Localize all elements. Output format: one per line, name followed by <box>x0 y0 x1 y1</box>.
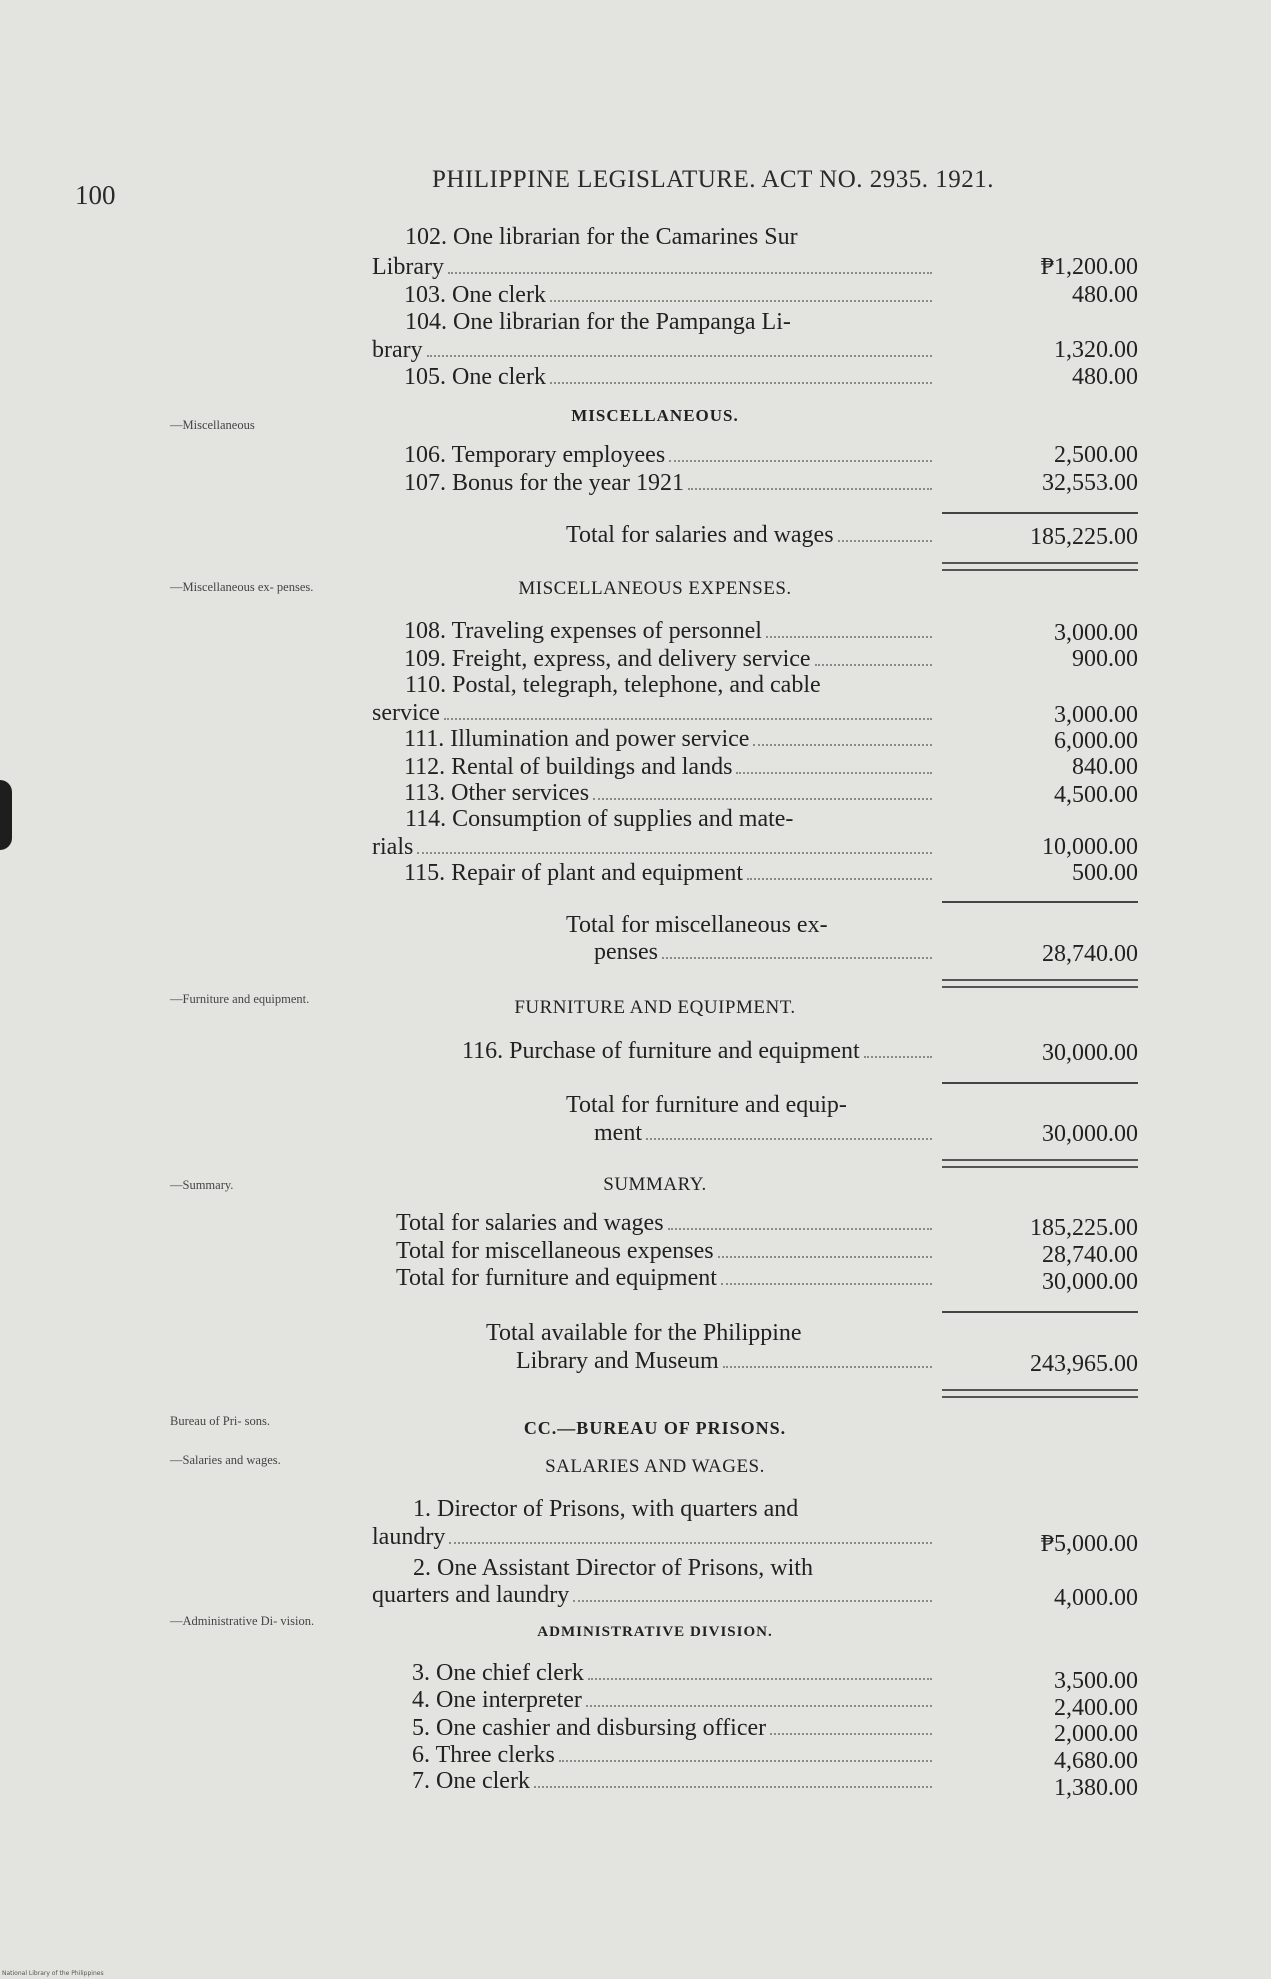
summary-item-misc: Total for miscellaneous expenses <box>396 1236 938 1266</box>
double-rule <box>942 1159 1138 1168</box>
item-106: 106. Temporary employees <box>372 440 938 470</box>
item-103-amount: 480.00 <box>1072 282 1138 308</box>
item-114-line2: rials <box>372 832 938 862</box>
item-108: 108. Traveling expenses of personnel <box>372 616 938 646</box>
rule <box>942 1311 1138 1313</box>
total-salaries-wages-amount: 185,225.00 <box>1030 524 1138 550</box>
summary-item-misc-amount: 28,740.00 <box>1042 1242 1138 1268</box>
item-114-amount: 10,000.00 <box>1042 834 1138 860</box>
admin-item-6-amount: 4,680.00 <box>1054 1748 1138 1774</box>
admin-item-7-amount: 1,380.00 <box>1054 1775 1138 1801</box>
running-title: PHILIPPINE LEGISLATURE. ACT NO. 2935. 1921. <box>432 166 995 193</box>
total-furniture-line2: ment <box>594 1118 938 1148</box>
total-misc-expenses-line2: penses <box>594 937 938 967</box>
total-furniture-line1: Total for furniture and equip- <box>566 1092 847 1118</box>
total-furniture-amount: 30,000.00 <box>1042 1121 1138 1147</box>
item-116-amount: 30,000.00 <box>1042 1040 1138 1066</box>
summary-item-furniture: Total for furniture and equipment <box>396 1263 938 1293</box>
heading-administrative: ADMINISTRATIVE DIVISION. <box>537 1624 773 1640</box>
item-103: 103. One clerk <box>372 280 938 310</box>
heading-miscellaneous: MISCELLANEOUS. <box>571 406 739 425</box>
summary-item-furniture-amount: 30,000.00 <box>1042 1269 1138 1295</box>
total-salaries-wages: Total for salaries and wages <box>566 520 938 550</box>
item-111-amount: 6,000.00 <box>1054 728 1138 754</box>
side-note-furniture: —Furniture and equipment. <box>170 992 310 1006</box>
heading-misc-expenses: MISCELLANEOUS EXPENSES. <box>518 578 792 599</box>
heading-furniture: FURNITURE AND EQUIPMENT. <box>514 997 796 1018</box>
item-115-amount: 500.00 <box>1072 860 1138 886</box>
item-112: 112. Rental of buildings and lands <box>372 752 938 782</box>
prisons-item-2-line2: quarters and laundry <box>372 1580 938 1610</box>
admin-item-3-amount: 3,500.00 <box>1054 1668 1138 1694</box>
prisons-item-1-line2: laundry <box>372 1522 938 1552</box>
item-111: 111. Illumination and power service <box>372 724 938 754</box>
prisons-item-2-amount: 4,000.00 <box>1054 1585 1138 1611</box>
item-102-amount: ₱1,200.00 <box>1040 254 1138 280</box>
total-available-line2: Library and Museum <box>516 1346 938 1376</box>
summary-item-salaries: Total for salaries and wages <box>396 1208 938 1238</box>
item-106-amount: 2,500.00 <box>1054 442 1138 468</box>
side-note-summary: —Summary. <box>170 1178 234 1192</box>
item-105: 105. One clerk <box>372 362 938 392</box>
item-104-line2: brary <box>372 335 938 365</box>
summary-item-salaries-amount: 185,225.00 <box>1030 1215 1138 1241</box>
item-114-line1: 114. Consumption of supplies and mate- <box>405 806 794 832</box>
item-107-amount: 32,553.00 <box>1042 470 1138 496</box>
admin-item-3: 3. One chief clerk <box>372 1658 938 1688</box>
item-107: 107. Bonus for the year 1921 <box>372 468 938 498</box>
admin-item-7: 7. One clerk <box>372 1766 938 1796</box>
heading-prisons-salaries: SALARIES AND WAGES. <box>545 1456 765 1477</box>
item-108-amount: 3,000.00 <box>1054 620 1138 646</box>
prisons-item-1-amount: ₱5,000.00 <box>1040 1531 1138 1557</box>
page-number: 100 <box>75 180 116 210</box>
total-misc-expenses-amount: 28,740.00 <box>1042 941 1138 967</box>
item-102-line2: Library <box>372 252 938 282</box>
item-102-line1: 102. One librarian for the Camarines Sur <box>405 224 798 250</box>
double-rule <box>942 1389 1138 1398</box>
item-104-line1: 104. One librarian for the Pampanga Li- <box>405 309 791 335</box>
admin-item-5-amount: 2,000.00 <box>1054 1721 1138 1747</box>
item-110-amount: 3,000.00 <box>1054 702 1138 728</box>
total-available-line1: Total available for the Philippine <box>486 1320 802 1346</box>
item-115: 115. Repair of plant and equipment <box>372 858 938 888</box>
item-110-line2: service <box>372 698 938 728</box>
item-109: 109. Freight, express, and delivery service <box>372 644 938 674</box>
item-109-amount: 900.00 <box>1072 646 1138 672</box>
double-rule <box>942 562 1138 571</box>
item-112-amount: 840.00 <box>1072 754 1138 780</box>
total-misc-expenses-line1: Total for miscellaneous ex- <box>566 912 828 938</box>
item-113-amount: 4,500.00 <box>1054 782 1138 808</box>
item-105-amount: 480.00 <box>1072 364 1138 390</box>
rule <box>942 901 1138 903</box>
scan-blot <box>0 780 12 850</box>
total-available-amount: 243,965.00 <box>1030 1351 1138 1377</box>
heading-summary: SUMMARY. <box>603 1174 707 1195</box>
scan-footer: National Library of the Philippines <box>2 1970 104 1977</box>
item-104-amount: 1,320.00 <box>1054 337 1138 363</box>
admin-item-6: 6. Three clerks <box>372 1740 938 1770</box>
side-note-bureau-prisons: Bureau of Pri- sons. <box>170 1414 270 1428</box>
double-rule <box>942 979 1138 988</box>
admin-item-4-amount: 2,400.00 <box>1054 1695 1138 1721</box>
rule <box>942 1082 1138 1084</box>
item-116: 116. Purchase of furniture and equipment <box>372 1036 938 1066</box>
side-note-miscellaneous: —Miscellaneous <box>170 418 255 432</box>
side-note-misc-expenses: —Miscellaneous ex- penses. <box>170 580 314 594</box>
admin-item-5: 5. One cashier and disbursing officer <box>372 1713 938 1743</box>
rule <box>942 512 1138 514</box>
heading-bureau-prisons: CC.—BUREAU OF PRISONS. <box>523 1418 787 1438</box>
prisons-item-2-line1: 2. One Assistant Director of Prisons, with <box>413 1555 813 1581</box>
admin-item-4: 4. One interpreter <box>372 1685 938 1715</box>
item-113: 113. Other services <box>372 778 938 808</box>
item-110-line1: 110. Postal, telegraph, telephone, and cable <box>405 672 821 698</box>
prisons-item-1-line1: 1. Director of Prisons, with quarters and <box>413 1496 799 1522</box>
side-note-salaries-wages: —Salaries and wages. <box>170 1453 281 1467</box>
side-note-administrative: —Administrative Di- vision. <box>170 1614 315 1628</box>
